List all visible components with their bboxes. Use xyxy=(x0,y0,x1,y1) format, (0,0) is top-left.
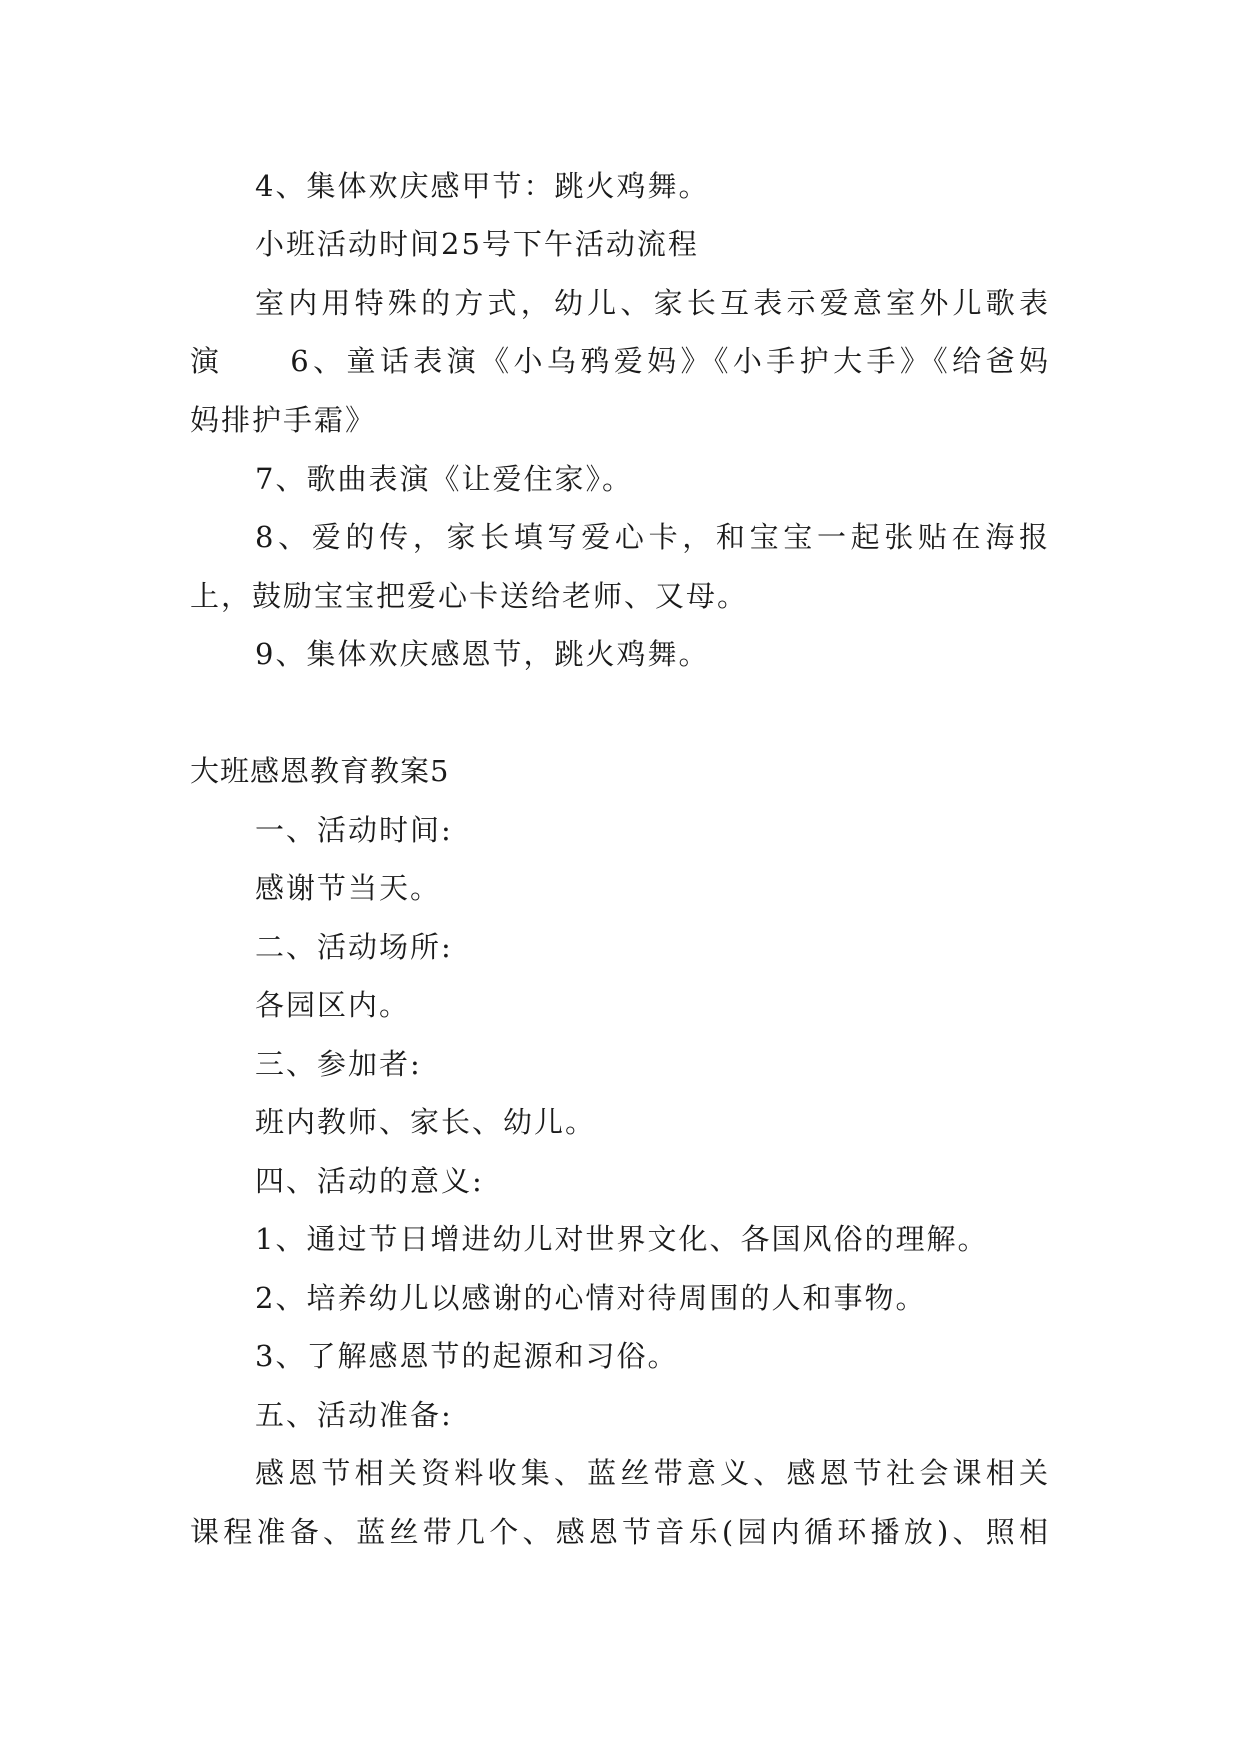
text-line: 二、活动场所: xyxy=(255,930,453,964)
text-line: 四、活动的意义: xyxy=(255,1164,484,1198)
text-line: 五、活动准备: xyxy=(255,1398,453,1432)
text-line: 2、培养幼儿以感谢的心情对待周围的人和事物。 xyxy=(255,1281,927,1315)
text-line: 班内教师、家长、幼儿。 xyxy=(255,1105,597,1139)
text-line: 演 6、童话表演《小乌鸦爱妈》《小手护大手》《给爸妈 xyxy=(190,344,1050,378)
text-line: 1、通过节日增进幼儿对世界文化、各国风俗的理解。 xyxy=(255,1222,989,1256)
section-title: 大班感恩教育教案5 xyxy=(190,754,450,788)
text-line: 上，鼓励宝宝把爱心卡送给老师、又母。 xyxy=(190,579,749,613)
text-line: 妈排护手霜》 xyxy=(190,403,377,437)
text-line: 感恩节相关资料收集、蓝丝带意义、感恩节社会课相关 xyxy=(255,1456,1050,1490)
text-line: 3、了解感恩节的起源和习俗。 xyxy=(255,1339,679,1373)
text-line: 感谢节当天。 xyxy=(255,871,442,905)
text-line: 9、集体欢庆感恩节，跳火鸡舞。 xyxy=(255,637,710,671)
text-line: 各园区内。 xyxy=(255,988,411,1022)
text-line: 小班活动时间25号下午活动流程 xyxy=(255,227,699,261)
text-line: 7、歌曲表演《让爱住家》。 xyxy=(255,462,633,496)
text-line: 室内用特殊的方式，幼儿、家长互表示爱意室外儿歌表 xyxy=(255,286,1050,320)
text-line: 8、爱的传，家长填写爱心卡，和宝宝一起张贴在海报 xyxy=(255,520,1050,554)
text-line: 4、集体欢庆感甲节：跳火鸡舞。 xyxy=(255,169,710,203)
text-line: 课程准备、蓝丝带几个、感恩节音乐(园内循环播放)、照相 xyxy=(190,1515,1050,1549)
text-line: 三、参加者: xyxy=(255,1047,422,1081)
text-line: 一、活动时间: xyxy=(255,813,453,847)
